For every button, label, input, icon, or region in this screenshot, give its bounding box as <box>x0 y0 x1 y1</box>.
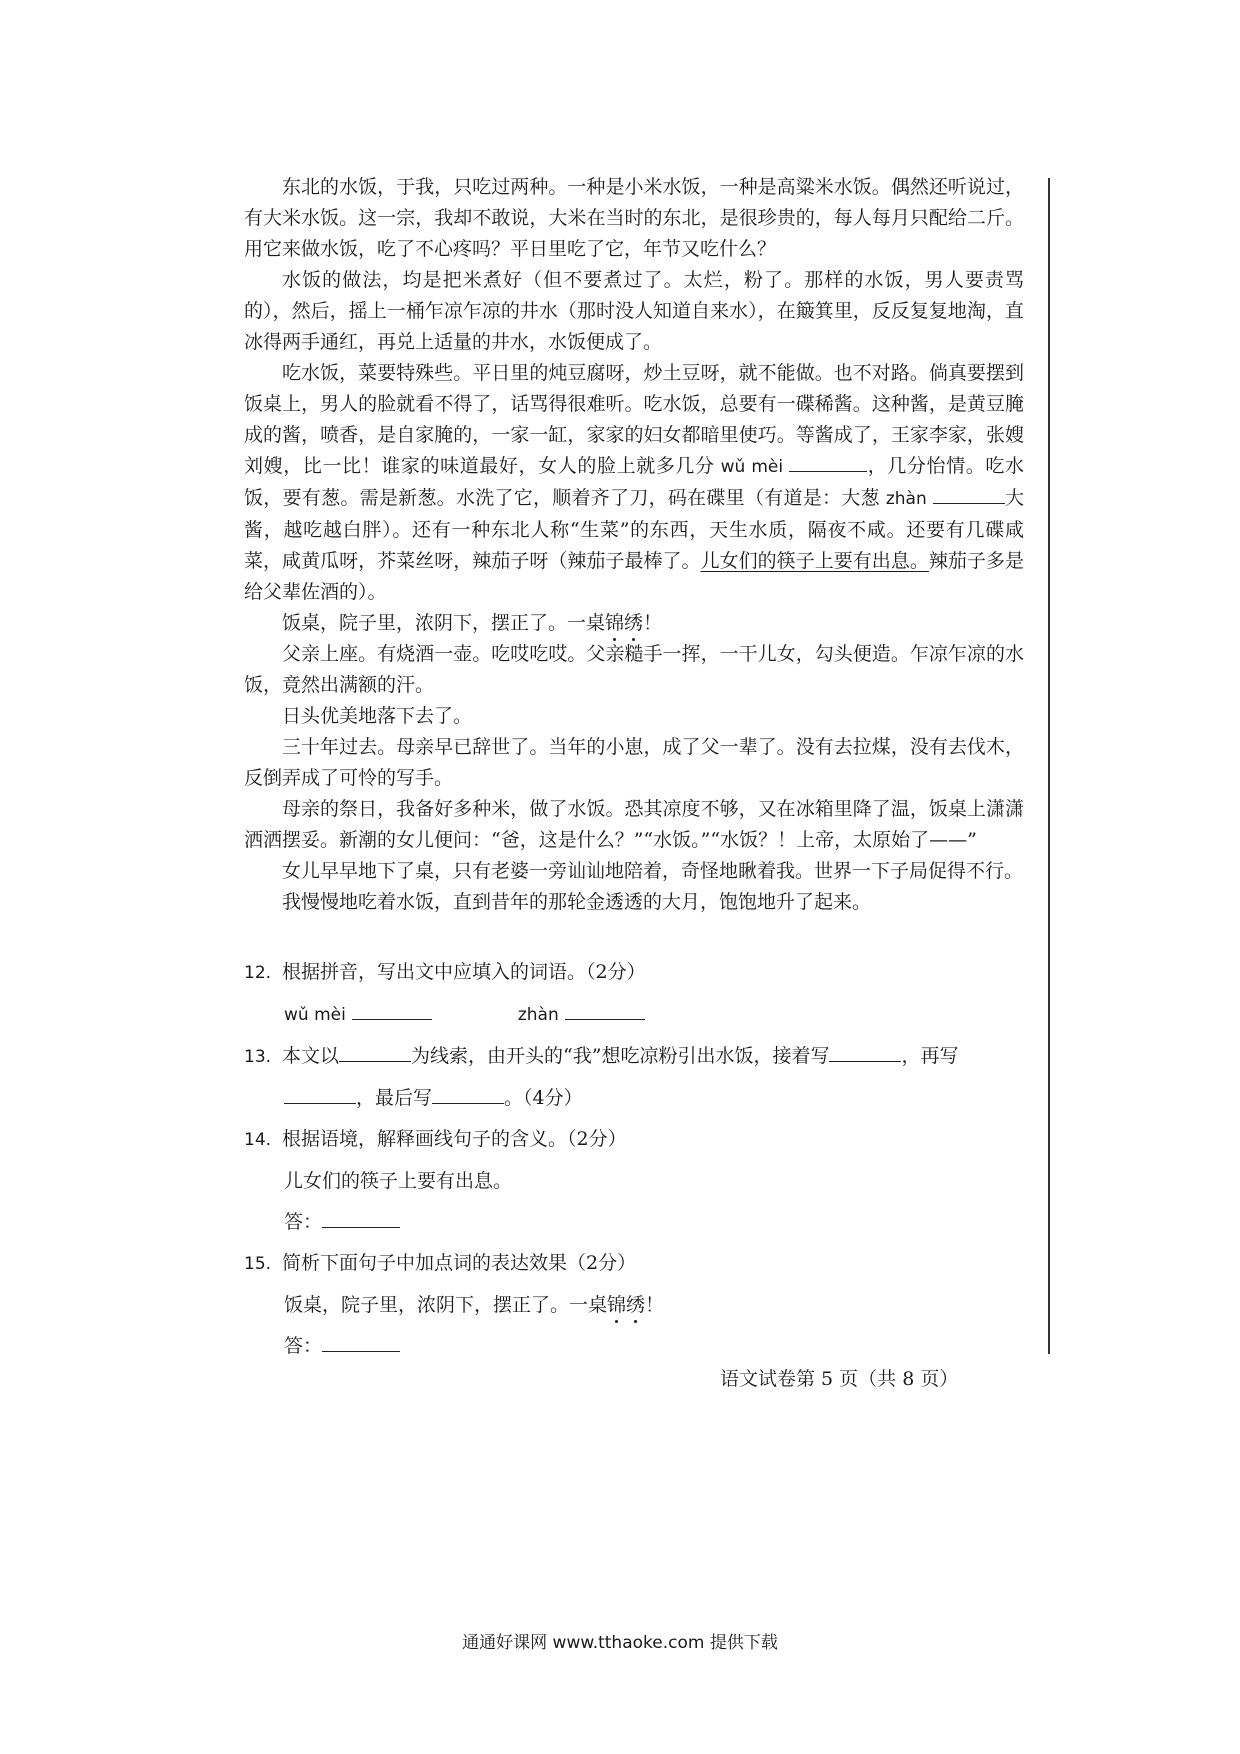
answer-label: 答： <box>284 1211 323 1233</box>
page-number: 语文试卷第 5 页（共 8 页） <box>720 1368 959 1390</box>
question-text-3: ，再写 <box>901 1045 959 1067</box>
margin-rule <box>1048 178 1050 1354</box>
paragraph-9: 女儿早早地下了桌，只有老婆一旁讪讪地陪着，奇怪地瞅着我。世界一下子局促得不行。 <box>282 860 1024 882</box>
answer-blank-clue[interactable] <box>339 1042 411 1062</box>
answer-blank-last[interactable] <box>432 1084 504 1104</box>
dotted-char-jin: 锦 <box>607 1294 627 1316</box>
answer-blank-zhan[interactable] <box>565 1000 645 1020</box>
dotted-char-xiu: 绣 <box>624 612 644 634</box>
paragraph-1: 东北的水饭，于我，只吃过两种。一种是小米水饭，一种是高粱米水饭。偶然还听说过，有大米水饭。这一宗，我却不敢说，大米在当时的东北，是很珍贵的，每人每月只配给二斤。用它来做水饭，吃了不心疼吗？平日里吃了它，年节又吃什么？ <box>244 176 1024 260</box>
paragraph-3-text-a: 吃水饭，菜要特殊些。平日里的炖豆腐呀，炒土豆呀，就不能做。也不对路。倘真要摆到饭桌上，男人的脸就看不得了，话骂得很难听。吃水饭，总要有一碟稀酱。这种酱，是黄豆腌成的酱，喷香，是自家腌的，一家一缸，家家的妇女都暗里使巧。等酱成了，王家李家，张嫂刘嫂，比一比！谁家的味道最好，女人的脸上就多几分 <box>244 362 1024 477</box>
question-text-5: 。（4分） <box>504 1087 583 1109</box>
answer-label: 答： <box>284 1335 323 1357</box>
question-15-answer <box>244 1326 1024 1367</box>
reading-passage <box>244 172 1024 918</box>
question-number: 15. <box>244 1254 272 1274</box>
question-text-2: 为线索，由开头的“我”想吃凉粉引出水饭，接着写 <box>411 1045 830 1067</box>
quote-text: 饭桌，院子里，浓阴下，摆正了。一桌 <box>284 1294 608 1316</box>
pinyin-zhan: zhàn <box>885 489 927 509</box>
answer-blank-then[interactable] <box>829 1042 901 1062</box>
paragraph-8: 母亲的祭日，我备好多种米，做了水饭。恐其凉度不够，又在冰箱里降了温，饭桌上潇潇洒洒摆妥。新潮的女儿便问：“爸，这是什么？”“水饭。”“水饭？！上帝，太原始了——” <box>244 798 1024 851</box>
question-15 <box>244 1243 1024 1285</box>
answer-blank-wumei[interactable] <box>352 1000 432 1020</box>
question-text: 根据拼音，写出文中应填入的词语。（2分） <box>282 961 646 983</box>
paragraph-6: 日头优美地落下去了。 <box>282 705 473 727</box>
question-number: 14. <box>244 1130 272 1150</box>
question-13 <box>244 1036 1024 1078</box>
dotted-char-jin: 锦 <box>605 612 625 634</box>
paragraph-7: 三十年过去。母亲早已辞世了。当年的小崽，成了父一辈了。没有去拉煤，没有去伐木，反倒弄成了可怜的写手。 <box>244 736 1024 789</box>
question-number: 12. <box>244 963 272 983</box>
underlined-sentence: 儿女们的筷子上要有出息。 <box>700 550 929 572</box>
paragraph-10: 我慢慢地吃着水饭，直到昔年的那轮金透透的大月，饱饱地升了起来。 <box>282 891 872 913</box>
pinyin-wumei: wǔ mèi <box>720 457 784 477</box>
download-credit: 通通好课网 www.tthaoke.com 提供下载 <box>462 1633 778 1653</box>
fill-blank-zhan[interactable] <box>933 484 1005 504</box>
question-14-quote: 儿女们的筷子上要有出息。 <box>284 1170 513 1192</box>
question-text: 根据语境，解释画线句子的含义。（2分） <box>282 1128 627 1150</box>
paragraph-4-end: ！ <box>643 612 663 634</box>
quote-end: ！ <box>645 1294 665 1316</box>
paragraph-3 <box>244 358 1024 608</box>
question-15-quote <box>244 1285 1024 1326</box>
answer-blank[interactable] <box>322 1208 400 1228</box>
dotted-char-xiu: 绣 <box>626 1294 646 1316</box>
paragraph-4 <box>244 608 1024 639</box>
paragraph-3-text-d: 辣茄子多是给父辈佐酒的）。 <box>244 550 1024 603</box>
question-12-answers <box>244 994 1024 1036</box>
pinyin-zhan: zhàn <box>517 1005 559 1025</box>
paragraph-3-text-b: ，几分怡情。吃水饭，要有葱。需是新葱。水洗了它，顺着齐了刀，码在碟里（有道是：大葱 <box>244 455 1024 509</box>
paragraph-3-text-c: 大酱，越吃越白胖）。还有一种东北人称“生菜”的东西，天生水质，隔夜不咸。还要有几碟咸菜，咸黄瓜呀，芥菜丝呀，辣茄子呀（辣茄子最棒了。 <box>244 487 1024 572</box>
question-14 <box>244 1119 1024 1161</box>
question-12 <box>244 952 1024 994</box>
answer-blank-next[interactable] <box>284 1084 356 1104</box>
pinyin-wumei: wǔ mèi <box>284 1005 346 1025</box>
question-number: 13. <box>244 1047 272 1067</box>
answer-blank[interactable] <box>322 1332 400 1352</box>
question-14-answer <box>244 1202 1024 1243</box>
paragraph-2: 水饭的做法，均是把米煮好（但不要煮过了。太烂，粉了。那样的水饭，男人要责骂的），然后，摇上一桶乍凉乍凉的井水（那时没人知道自来水），在簸箕里，反反复复地淘，直冰得两手通红，再兑上适量的井水，水饭便成了。 <box>244 269 1024 353</box>
question-text: 简析下面句子中加点词的表达效果（2分） <box>282 1252 637 1274</box>
question-13-cont <box>244 1078 1024 1119</box>
question-section <box>244 952 1024 1367</box>
question-text-1: 本文以 <box>282 1045 340 1067</box>
fill-blank-wumei[interactable] <box>789 452 867 472</box>
paragraph-4-text: 饭桌，院子里，浓阴下，摆正了。一桌 <box>282 612 606 634</box>
paragraph-5: 父亲上座。有烧酒一壶。吃哎吃哎。父亲糙手一挥，一干儿女，勾头便造。乍凉乍凉的水饭，竟然出满额的汗。 <box>244 643 1024 696</box>
question-text-4: ，最后写 <box>356 1087 433 1109</box>
